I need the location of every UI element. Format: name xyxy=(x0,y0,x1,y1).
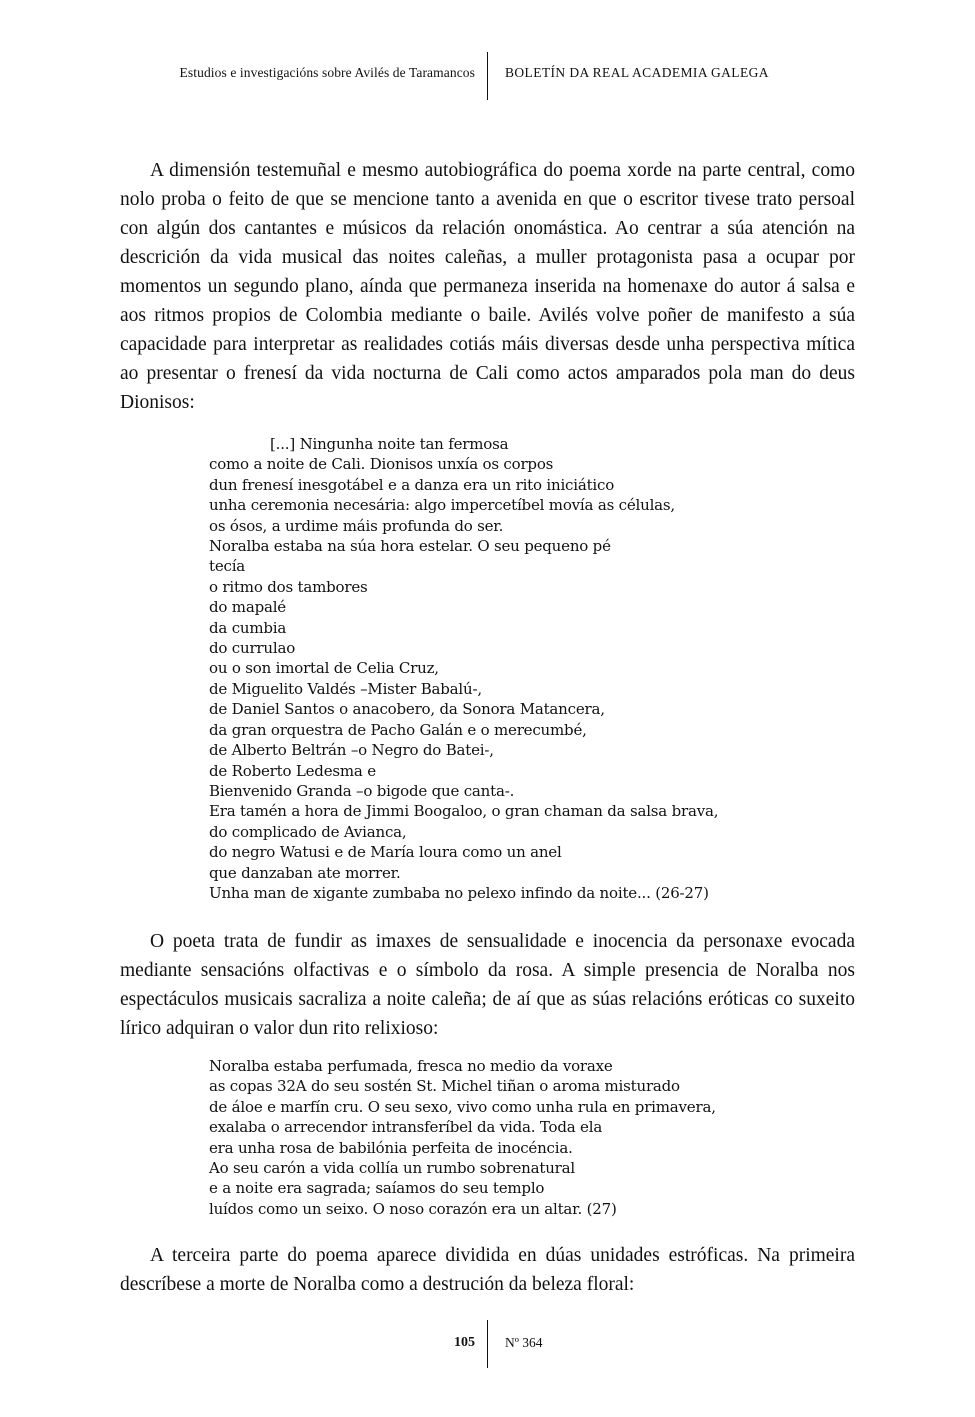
poem-line: de Alberto Beltrán –o Negro do Batei-, xyxy=(209,741,494,760)
poem-line: de Miguelito Valdés –Mister Babalú-, xyxy=(209,679,482,698)
body-paragraph-3 xyxy=(120,1241,855,1299)
issue-number: Nº 364 xyxy=(505,1335,543,1350)
header-divider xyxy=(487,52,488,100)
page-number: 105 xyxy=(454,1335,475,1350)
poem-line: exalaba o arrecendor intransferíbel da vida. Toda ela xyxy=(209,1118,603,1137)
poem-line: do mapalé xyxy=(209,598,286,617)
poem-line: do negro Watusi e de María loura como un anel xyxy=(209,843,562,862)
poem-line: Bienvenido Granda –o bigode que canta-. xyxy=(209,781,515,800)
poem-line: tecía xyxy=(209,557,246,576)
poem-quote-1 xyxy=(209,434,718,903)
poem-line: ou o son imortal de Celia Cruz, xyxy=(209,659,439,678)
poem-line: que danzaban ate morrer. xyxy=(209,863,401,882)
paragraph-text: O poeta trata de fundir as imaxes de sensualidade e inocencia da personaxe evocada mediante sensacións olfactivas e o símbolo da rosa. A simple presencia de Noralba nos espectáculos musicais sacraliza a noite caleña; de aí que as súas relacións eróticas co suxeito lírico adquiran o valor dun rito relixioso: xyxy=(120,931,855,1039)
poem-line: de Roberto Ledesma e xyxy=(209,761,376,780)
poem-line: dun frenesí inesgotábel e a danza era un rito iniciático xyxy=(209,475,615,494)
header-journal-title: BOLETÍN DA REAL ACADEMIA GALEGA xyxy=(505,65,769,80)
poem-line: Noralba estaba perfumada, fresca no medio da voraxe xyxy=(209,1057,613,1075)
poem-line: do complicado de Avianca, xyxy=(209,822,407,841)
running-header xyxy=(0,52,975,100)
poem-quote-2 xyxy=(209,1056,716,1219)
poem-line: [...] Ningunha noite tan fermosa xyxy=(270,435,509,453)
poem-line: e a noite era sagrada; saíamos do seu templo xyxy=(209,1179,545,1198)
paragraph-text: A terceira parte do poema aparece dividida en dúas unidades estróficas. Na primeira descríbese a morte de Noralba como a destrución da beleza floral: xyxy=(120,1245,855,1295)
page-footer xyxy=(0,1320,975,1368)
poem-line: luídos como un seixo. O noso corazón era un altar. (27) xyxy=(209,1199,617,1218)
poem-line: do currulao xyxy=(209,639,296,658)
poem-line: os ósos, a urdime máis profunda do ser. xyxy=(209,516,504,535)
poem-line: unha ceremonia necesária: algo impercetíbel movía as células, xyxy=(209,496,675,515)
poem-line: era unha rosa de babilónia perfeita de inocéncia. xyxy=(209,1138,573,1157)
poem-line: como a noite de Cali. Dionisos unxía os corpos xyxy=(209,455,554,474)
poem-line: de áloe e marfín cru. O seu sexo, vivo como unha rula en primavera, xyxy=(209,1097,716,1116)
poem-line: Ao seu carón a vida collía un rumbo sobrenatural xyxy=(209,1159,575,1178)
poem-line: Era tamén a hora de Jimmi Boogaloo, o gran chaman da salsa brava, xyxy=(209,802,719,821)
poem-line: de Daniel Santos o anacobero, da Sonora Matancera, xyxy=(209,700,605,719)
poem-line: da gran orquestra de Pacho Galán e o merecumbé, xyxy=(209,720,587,739)
body-paragraph-1 xyxy=(120,156,855,417)
body-paragraph-2 xyxy=(120,927,855,1043)
poem-line: as copas 32A do seu sostén St. Michel tiñan o aroma misturado xyxy=(209,1077,680,1096)
footer-divider xyxy=(487,1320,488,1368)
poem-line: Unha man de xigante zumbaba no pelexo infindo da noite... (26-27) xyxy=(209,883,709,902)
poem-line: Noralba estaba na súa hora estelar. O seu pequeno pé xyxy=(209,537,611,556)
paragraph-text: A dimensión testemuñal e mesmo autobiográfica do poema xorde na parte central, como nolo proba o feito de que se mencione tanto a avenida en que o escritor tivese trato persoal con algún dos cantantes e músicos da relación onomástica. Ao centrar a súa atención na descrición da vida musical das noites caleñas, a muller protagonista pasa a ocupar por momentos un segundo plano, aínda que permaneza inserida na homenaxe do autor á salsa e aos ritmos propios de Colombia mediante o baile. Avilés volve poñer de manifesto a súa capacidade para interpretar as realidades cotiás máis diversas desde unha perspectiva mítica ao presentar o frenesí da vida nocturna de Cali como actos amparados pola man do deus Dionisos: xyxy=(120,160,855,413)
header-section-title: Estudios e investigacións sobre Avilés de Taramancos xyxy=(179,65,475,80)
poem-line: da cumbia xyxy=(209,618,287,637)
poem-line: o ritmo dos tambores xyxy=(209,577,368,596)
